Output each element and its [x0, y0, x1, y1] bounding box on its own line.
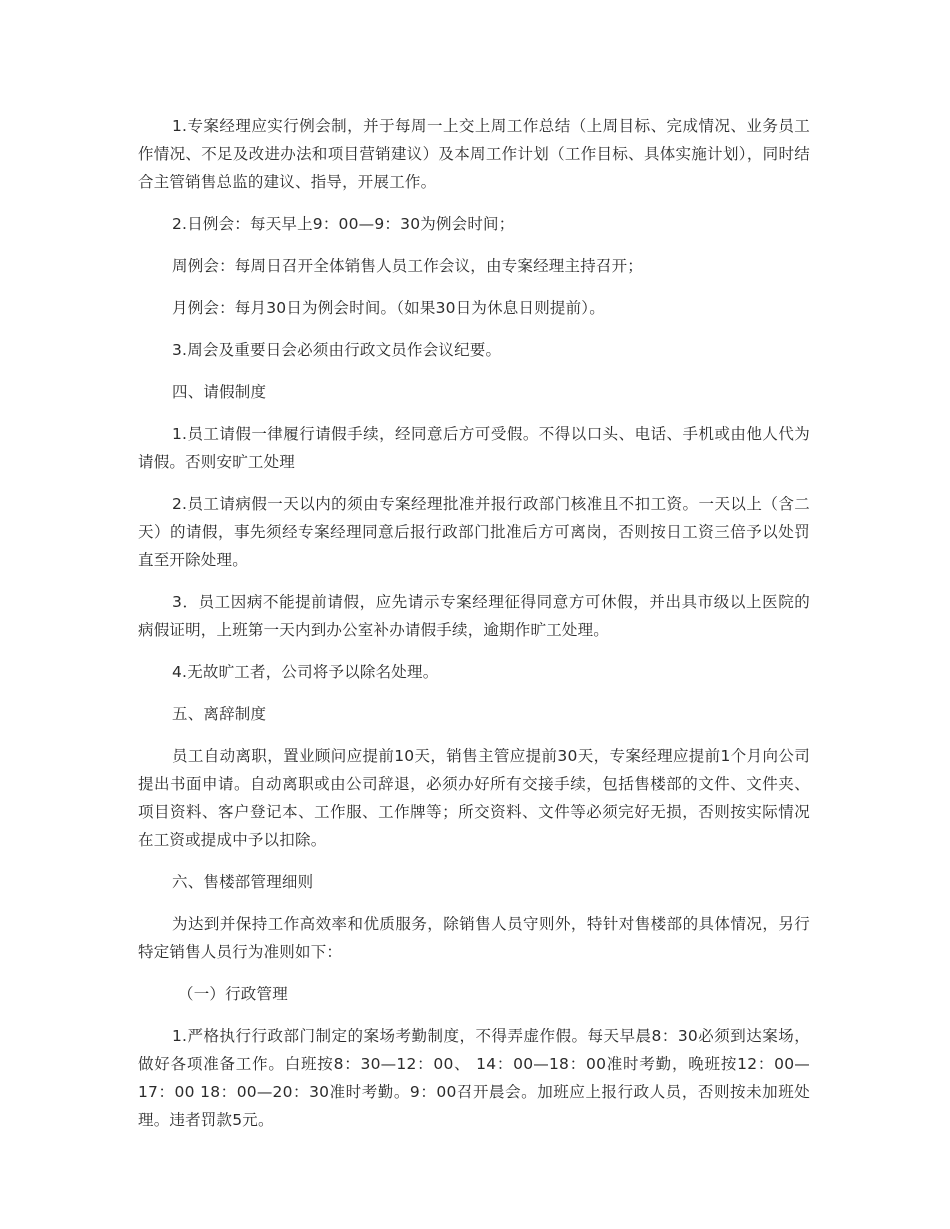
paragraph-illness-leave: 3．员工因病不能提前请假，应先请示专案经理征得同意方可休假，并出具市级以上医院的病假证明，上班第一天内到办公室补办请假手续，逾期作旷工处理。 [138, 593, 810, 639]
section-heading-leave: 四、请假制度 [172, 383, 267, 401]
paragraph-resignation: 员工自动离职，置业顾问应提前10天，销售主管应提前30天，专案经理应提前1个月向公司提出书面申请。自动离职或由公司辞退，必须办好所有交接手续，包括售楼部的文件、文件夹、项目资料、客户登记本、工作服、工作牌等；所交资料、文件等必须完好无损，否则按实际情况在工资或提成中予以扣除。 [138, 747, 810, 849]
paragraph-absenteeism: 4.无故旷工者，公司将予以除名处理。 [172, 663, 439, 681]
paragraph-sales-office-intro: 为达到并保持工作高效率和优质服务，除销售人员守则外，特针对售楼部的具体情况，另行特定销售人员行为准则如下： [138, 915, 810, 961]
paragraph-meeting-minutes: 3.周会及重要日会必须由行政文员作会议纪要。 [172, 341, 502, 359]
document-body [138, 112, 810, 1148]
section-heading-resignation: 五、离辞制度 [172, 705, 267, 723]
section-heading-sales-office: 六、售楼部管理细则 [172, 873, 314, 891]
subsection-heading-admin: （一）行政管理 [178, 985, 288, 1003]
paragraph-weekly-meeting: 周例会：每周日召开全体销售人员工作会议，由专案经理主持召开； [172, 257, 644, 275]
paragraph-attendance: 1.严格执行行政部门制定的案场考勤制度，不得弄虚作假。每天早晨8：30必须到达案场，做好各项准备工作。白班按8：30—12：00、 14：00—18：00准时考勤，晚班按12：00—17：00 18：00—20：30准时考勤。9：00召开晨会。加班应上报行政人员，否则按未加班处理。违者罚款5元。 [138, 1027, 810, 1129]
paragraph-daily-meeting: 2.日例会：每天早上9：00—9：30为例会时间； [172, 215, 515, 233]
paragraph-monthly-meeting: 月例会：每月30日为例会时间。（如果30日为休息日则提前）。 [172, 299, 605, 317]
paragraph-leave-procedure: 1.员工请假一律履行请假手续，经同意后方可受假。不得以口头、电话、手机或由他人代为请假。否则安旷工处理 [138, 425, 810, 471]
paragraph-sick-leave: 2.员工请病假一天以内的须由专案经理批准并报行政部门核准且不扣工资。一天以上（含二天）的请假，事先须经专案经理同意后报行政部门批准后方可离岗，否则按日工资三倍予以处罚直至开除处理。 [138, 495, 810, 569]
paragraph-weekly-report: 1.专案经理应实行例会制，并于每周一上交上周工作总结（上周目标、完成情况、业务员工作情况、不足及改进办法和项目营销建议）及本周工作计划（工作目标、具体实施计划），同时结合主管销售总监的建议、指导，开展工作。 [138, 117, 810, 191]
